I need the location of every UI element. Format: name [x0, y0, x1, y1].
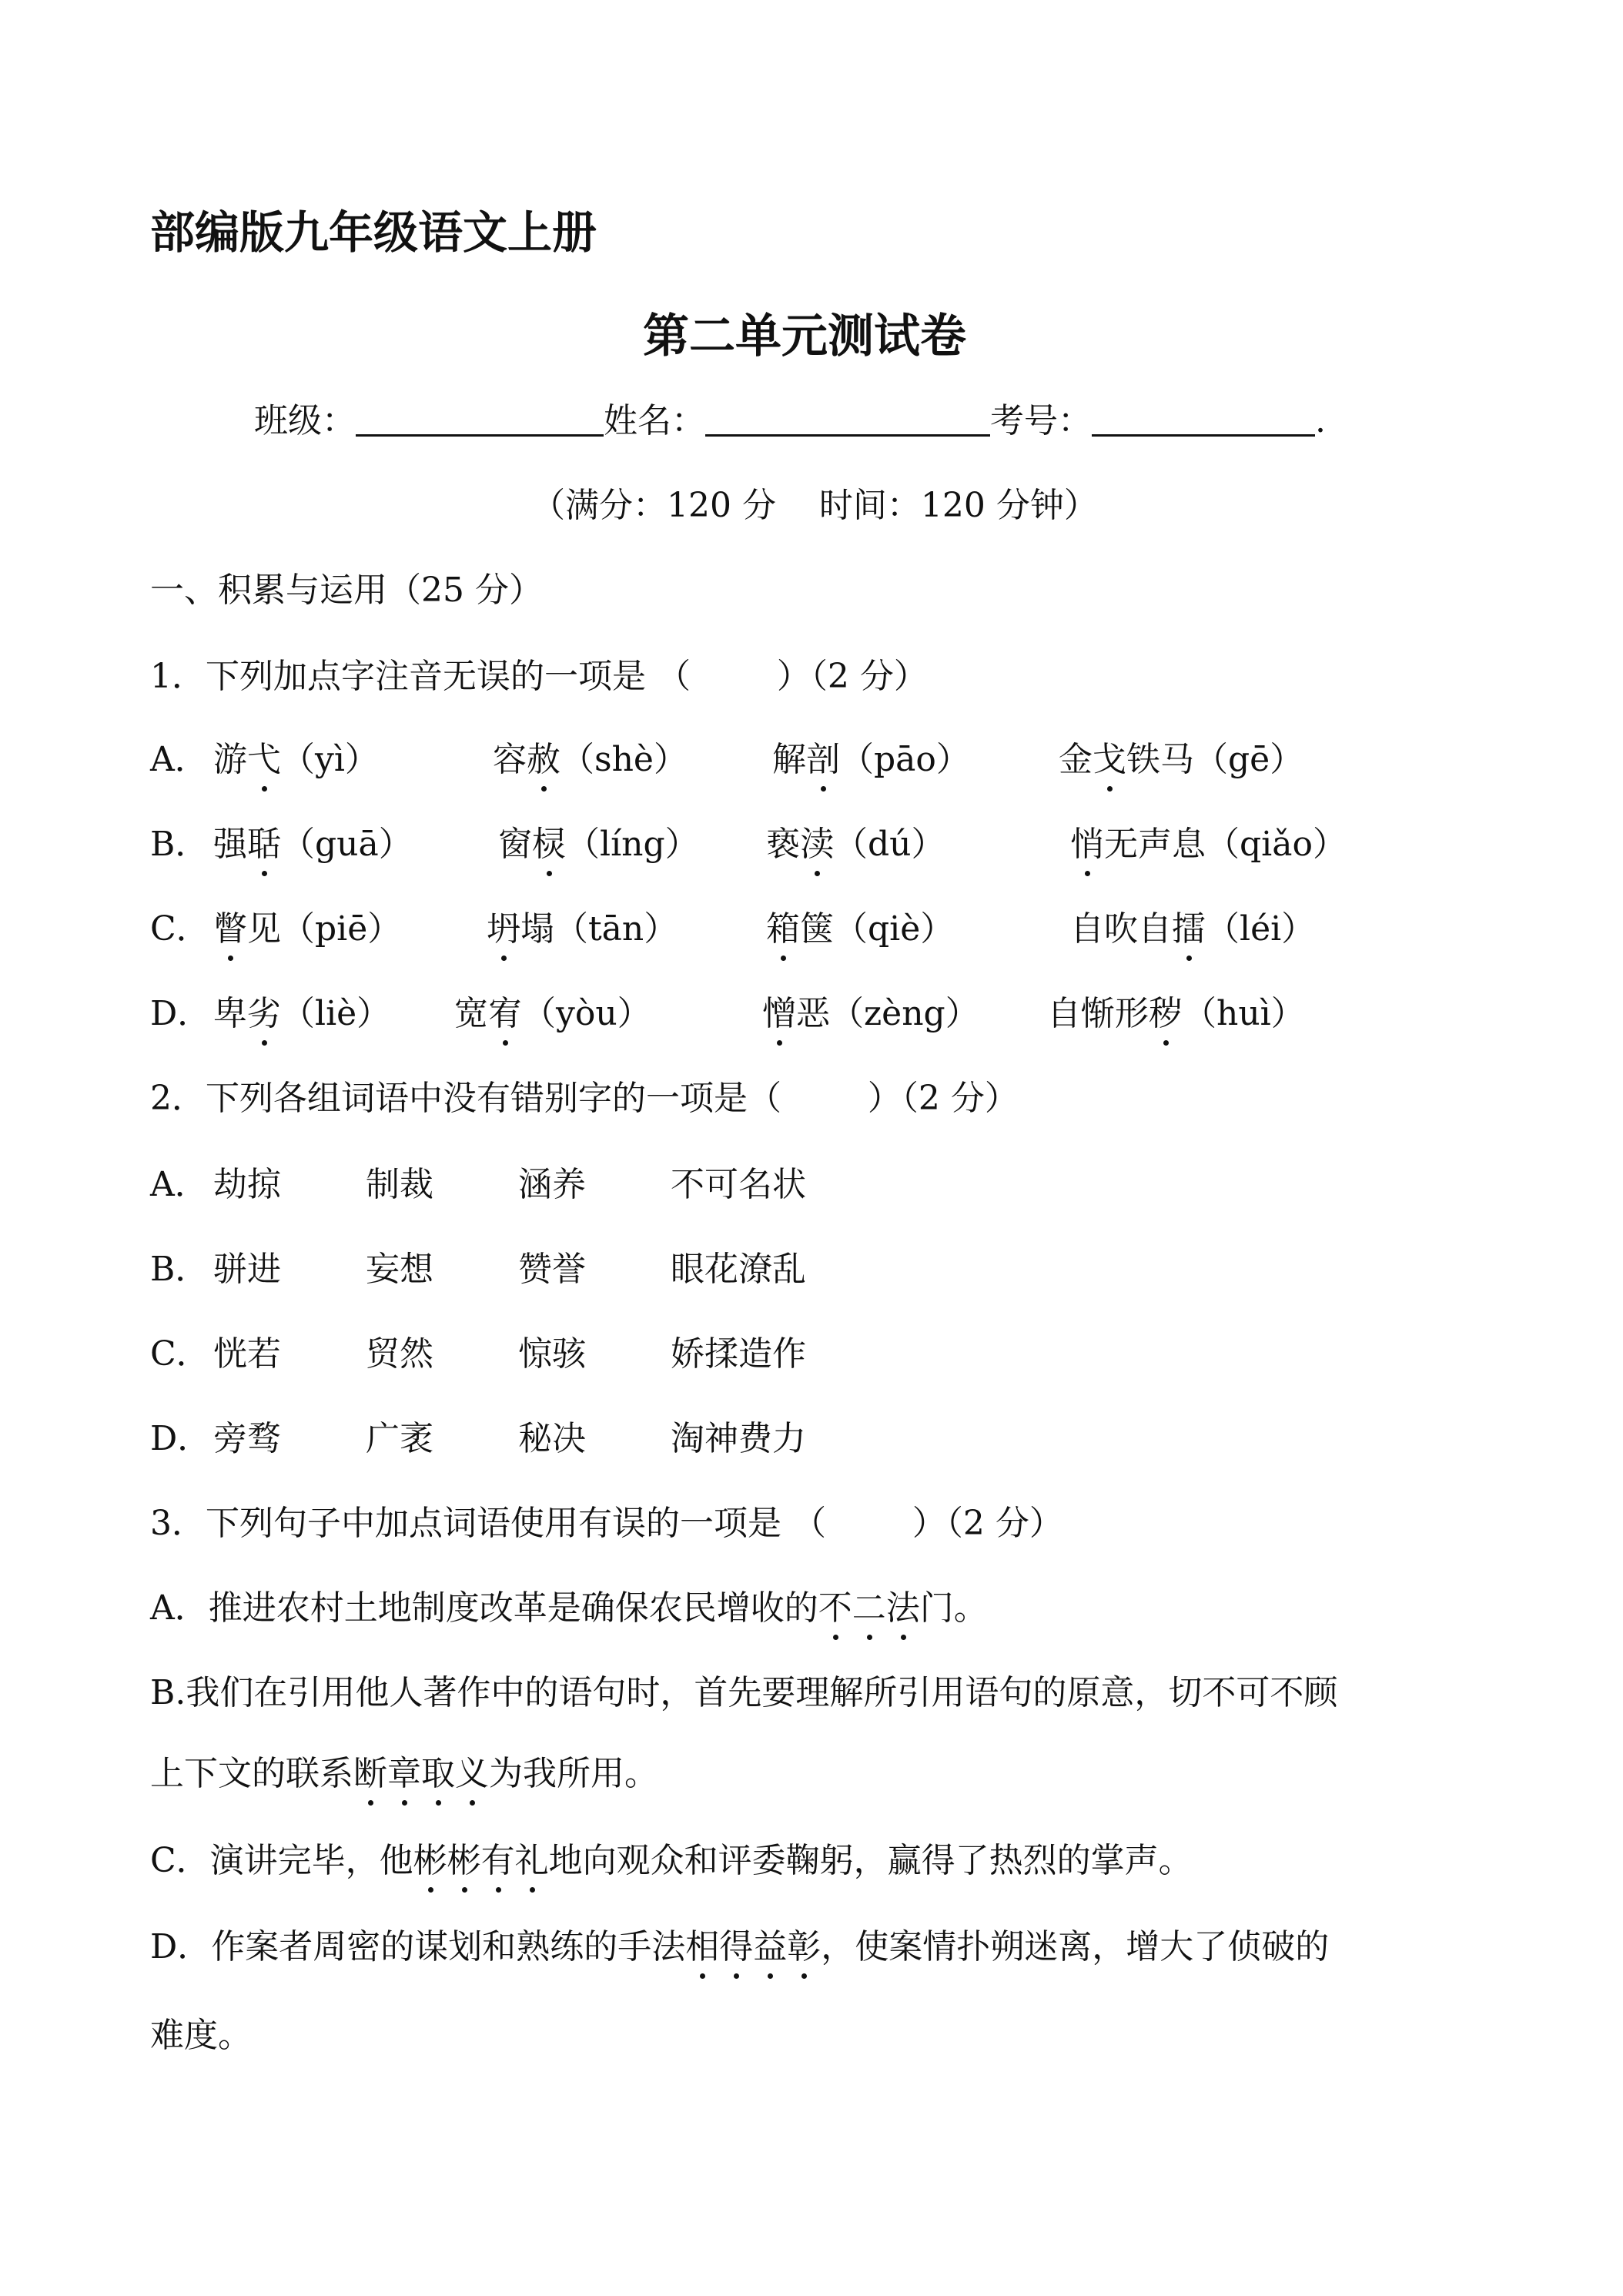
word: 妄想 [366, 1250, 433, 1289]
q3-option-a: A．推进农村土地制度改革是确保农民增收的不二法门。 [150, 1586, 988, 1631]
dotted-char: 义 [455, 1752, 489, 1796]
dotted-char: 渎 [800, 822, 834, 867]
class-blank[interactable] [356, 400, 604, 437]
q1-stem: 1．下列加点字注音无误的一项是 （ ）（2 分） [150, 657, 928, 696]
q1-c-item2: 坍塌（tān） [487, 907, 678, 952]
word: 淘神费力 [671, 1419, 806, 1458]
q3-stem: 3．下列句子中加点词语使用有误的一项是 （ ）（2 分） [150, 1504, 1063, 1543]
word: 旁骛 [213, 1419, 281, 1458]
word: 贸然 [366, 1334, 433, 1374]
q1-d-item1: 卑劣（liè） [213, 992, 390, 1036]
option-letter: D． [150, 1419, 212, 1458]
dotted-char: 剖 [806, 738, 840, 782]
q1-d-item3: 憎恶（zèng） [762, 992, 979, 1036]
id-end-mark: . [1315, 401, 1326, 440]
score-time-line: （满分：120 分 时间：120 分钟） [531, 486, 1098, 525]
q1-a-item4: 金戈铁马（gē） [1059, 738, 1303, 782]
id-blank[interactable] [1092, 400, 1315, 437]
dotted-char: 劣 [247, 992, 281, 1036]
q3-option-d-line2: 难度。 [150, 2016, 252, 2055]
dotted-char: 二 [852, 1586, 886, 1631]
dotted-char: 弋 [247, 738, 281, 782]
dotted-char: 悄 [1070, 822, 1104, 867]
dotted-char: 取 [421, 1752, 455, 1796]
q1-c-item4: 自吹自擂（léi） [1070, 907, 1315, 952]
dotted-char: 彬 [447, 1839, 481, 1883]
dotted-char: 彬 [413, 1839, 447, 1883]
dotted-char: 不 [818, 1586, 852, 1631]
dotted-char: 瞥 [213, 907, 247, 952]
dotted-char: 礼 [515, 1839, 549, 1883]
q1-b-item2: 窗棂（líng） [498, 822, 699, 867]
option-letter: A． [150, 740, 209, 779]
dotted-char: 箱 [766, 907, 800, 952]
q3-option-b-line1: B.我们在引用他人著作中的语句时，首先要理解所引用语句的原意，切不可不顾 [150, 1673, 1338, 1712]
dotted-char: 坍 [487, 907, 520, 952]
option-letter: B． [150, 1250, 209, 1289]
dotted-char: 聒 [247, 822, 281, 867]
q3-option-c: C．演讲完毕，他彬彬有礼地向观众和评委鞠躬，赢得了热烈的掌声。 [150, 1839, 1193, 1883]
word: 秘决 [518, 1419, 586, 1458]
name-blank[interactable] [705, 400, 990, 437]
dotted-char: 相 [685, 1925, 719, 1970]
dotted-char: 宥 [488, 992, 522, 1036]
option-letter: C． [150, 1334, 210, 1374]
q1-c-item3: 箱箧（qiè） [766, 907, 954, 952]
option-letter: D． [150, 994, 212, 1033]
name-label: 姓名： [604, 401, 705, 440]
exam-title: 第二单元测试卷 [643, 310, 966, 363]
q1-a-item1: 游弋（yì） [213, 738, 379, 782]
dotted-char: 章 [387, 1752, 421, 1796]
q3-option-b-line2: 上下文的联系断章取义为我所用。 [150, 1752, 658, 1796]
dotted-char: 擂 [1172, 907, 1206, 952]
word: 恍若 [213, 1334, 281, 1374]
q1-a-item3: 解剖（pāo） [772, 738, 970, 782]
word: 惊骇 [518, 1334, 586, 1374]
dotted-char: 法 [886, 1586, 920, 1631]
dotted-char: 戈 [1093, 738, 1126, 782]
option-letter: A． [150, 1165, 209, 1204]
q2-stem: 2．下列各组词语中没有错别字的一项是（ ）（2 分） [150, 1079, 1019, 1118]
q1-c-item1: 瞥见（piē） [213, 907, 401, 952]
dotted-char: 赦 [527, 738, 561, 782]
q1-b-item3: 亵渎（dú） [766, 822, 945, 867]
dotted-char: 憎 [762, 992, 796, 1036]
dotted-char: 得 [719, 1925, 753, 1970]
dotted-char: 有 [481, 1839, 515, 1883]
word: 不可名状 [671, 1165, 806, 1204]
q3-option-d-line1: D．作案者周密的谋划和熟练的手法相得益彰，使案情扑朔迷离，增大了侦破的 [150, 1925, 1329, 1970]
word: 广袤 [366, 1419, 433, 1458]
word: 赞誉 [518, 1250, 586, 1289]
id-label: 考号： [990, 401, 1092, 440]
dotted-char: 秽 [1149, 992, 1183, 1036]
word: 劫掠 [213, 1165, 281, 1204]
q1-d-item4: 自惭形秽（huì） [1047, 992, 1305, 1036]
q1-b-item4: 悄无声息（qiǎo） [1070, 822, 1347, 867]
student-info-line [254, 399, 1326, 443]
q1-b-item1: 强聒（guā） [213, 822, 413, 867]
option-letter: C． [150, 909, 210, 949]
dotted-char: 断 [353, 1752, 387, 1796]
q1-a-item2: 容赦（shè） [493, 738, 688, 782]
word: 涵养 [518, 1165, 586, 1204]
dotted-char: 益 [753, 1925, 787, 1970]
dotted-char: 棂 [532, 822, 566, 867]
word: 骈进 [213, 1250, 281, 1289]
word: 制裁 [366, 1165, 433, 1204]
section-heading: 一、积累与运用（25 分） [150, 571, 543, 610]
option-letter: B． [150, 825, 209, 864]
word: 眼花潦乱 [671, 1250, 806, 1289]
book-title: 部编版九年级语文上册 [150, 206, 597, 259]
dotted-char: 彰 [787, 1925, 821, 1970]
class-label: 班级： [254, 401, 356, 440]
q1-d-item2: 宽宥（yòu） [454, 992, 651, 1036]
word: 娇揉造作 [671, 1334, 806, 1374]
